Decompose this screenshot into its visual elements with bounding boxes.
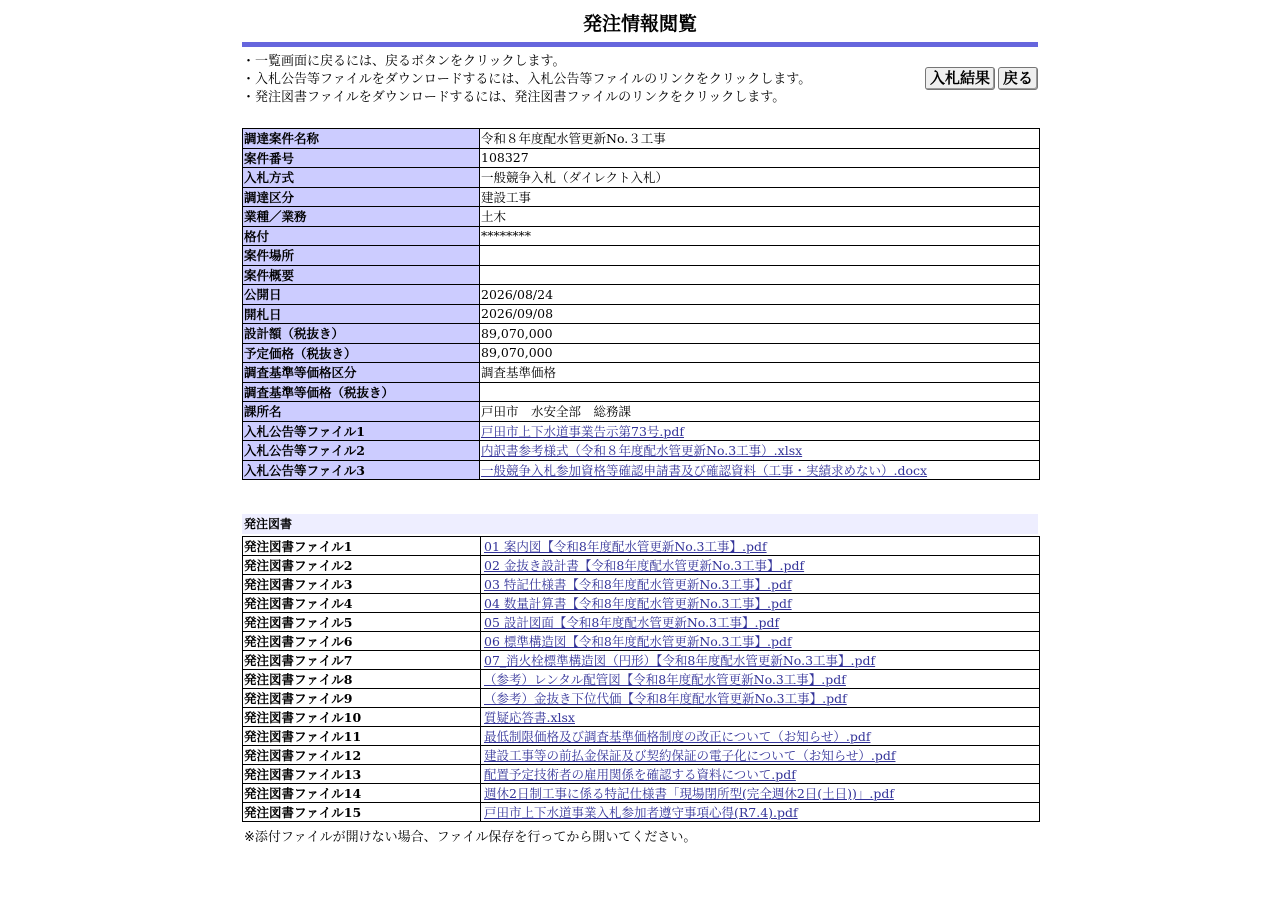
- file-link-cell: [481, 689, 1040, 708]
- order-file-link[interactable]: 05 設計図面【令和8年度配水管更新No.3工事】.pdf: [484, 615, 780, 630]
- info-label: 設計額（税抜き）: [243, 324, 480, 344]
- file-label: 発注図書ファイル10: [243, 708, 481, 727]
- order-file-link[interactable]: 最低制限価格及び調査基準価格制度の改正について（お知らせ）.pdf: [484, 729, 871, 744]
- info-label: 課所名: [243, 402, 480, 422]
- file-row: [243, 594, 1040, 613]
- info-label: 予定価格（税抜き）: [243, 343, 480, 363]
- info-value-cell: [480, 265, 1040, 285]
- file-label: 発注図書ファイル14: [243, 784, 481, 803]
- instruction-line: ・一覧画面に戻るには、戻るボタンをクリックします。: [242, 54, 566, 69]
- file-row: [243, 670, 1040, 689]
- file-link-cell: [481, 556, 1040, 575]
- file-link-cell: [481, 784, 1040, 803]
- info-label: 業種／業務: [243, 207, 480, 227]
- page: [242, 0, 1038, 845]
- file-row: [243, 556, 1040, 575]
- info-value: 2026/09/08: [481, 306, 554, 322]
- info-label: 公開日: [243, 285, 480, 305]
- file-row: [243, 575, 1040, 594]
- info-value-cell: [480, 460, 1040, 480]
- file-link-cell: [481, 727, 1040, 746]
- order-file-link[interactable]: 07_消火栓標準構造図（円形）【令和8年度配水管更新No.3工事】.pdf: [484, 653, 876, 668]
- file-label: 発注図書ファイル13: [243, 765, 481, 784]
- info-label: 入札方式: [243, 168, 480, 188]
- order-file-link[interactable]: 04 数量計算書【令和8年度配水管更新No.3工事】.pdf: [484, 596, 792, 611]
- info-value: 戸田市 水安全部 総務課: [481, 404, 632, 420]
- file-row: [243, 632, 1040, 651]
- file-link-cell: [481, 651, 1040, 670]
- file-link-cell: [481, 613, 1040, 632]
- info-label: 格付: [243, 226, 480, 246]
- file-label: 発注図書ファイル9: [243, 689, 481, 708]
- file-row: [243, 727, 1040, 746]
- file-row: [243, 689, 1040, 708]
- info-row: [243, 343, 1040, 363]
- info-label: 案件番号: [243, 148, 480, 168]
- file-link-cell: [481, 575, 1040, 594]
- info-row: [243, 324, 1040, 344]
- file-label: 発注図書ファイル3: [243, 575, 481, 594]
- info-value-cell: [480, 207, 1040, 227]
- info-value: 89,070,000: [481, 345, 553, 361]
- info-value-cell: [480, 304, 1040, 324]
- file-row: [243, 708, 1040, 727]
- info-value: 土木: [481, 209, 507, 225]
- info-label: 調達案件名称: [243, 129, 480, 149]
- file-link-cell: [481, 708, 1040, 727]
- order-files-table: [242, 536, 1040, 822]
- file-row: [243, 651, 1040, 670]
- file-label: 発注図書ファイル11: [243, 727, 481, 746]
- file-link-cell: [481, 594, 1040, 613]
- files-section-title: 発注図書: [242, 514, 1038, 534]
- page-title: 発注情報閲覧: [582, 13, 697, 35]
- info-label: 調査基準等価格区分: [243, 363, 480, 383]
- order-file-link[interactable]: 06 標準構造図【令和8年度配水管更新No.3工事】.pdf: [484, 634, 792, 649]
- info-label: 入札公告等ファイル2: [243, 441, 480, 461]
- info-label: 調達区分: [243, 187, 480, 207]
- info-row: [243, 460, 1040, 480]
- info-value-cell: [480, 187, 1040, 207]
- info-row: [243, 187, 1040, 207]
- file-label: 発注図書ファイル12: [243, 746, 481, 765]
- info-label: 案件概要: [243, 265, 480, 285]
- order-file-link[interactable]: 週休2日制工事に係る特記仕様書「現場閉所型(完全週休2日(土日))」.pdf: [484, 786, 895, 801]
- order-info-table: [242, 128, 1040, 480]
- info-value: 89,070,000: [481, 325, 553, 341]
- back-button[interactable]: 戻る: [998, 67, 1038, 90]
- file-label: 発注図書ファイル5: [243, 613, 481, 632]
- info-value-cell: [480, 226, 1040, 246]
- instructions: [242, 47, 1038, 113]
- info-value-cell: [480, 168, 1040, 188]
- info-row: [243, 246, 1040, 266]
- file-label: 発注図書ファイル4: [243, 594, 481, 613]
- announcement-file-link[interactable]: 一般競争入札参加資格等確認申請書及び確認資料（工事・実績求めない）.docx: [481, 462, 928, 478]
- info-value-cell: [480, 363, 1040, 383]
- file-row: [243, 537, 1040, 556]
- info-value-cell: [480, 129, 1040, 149]
- file-label: 発注図書ファイル6: [243, 632, 481, 651]
- info-row: [243, 421, 1040, 441]
- info-value-cell: [480, 285, 1040, 305]
- footer-note: ※添付ファイルが開けない場合、ファイル保存を行ってから開いてください。: [244, 830, 697, 845]
- file-label: 発注図書ファイル2: [243, 556, 481, 575]
- file-label: 発注図書ファイル8: [243, 670, 481, 689]
- file-link-cell: [481, 803, 1040, 822]
- info-value: 調査基準価格: [481, 365, 557, 381]
- info-value: 建設工事: [481, 189, 532, 205]
- instruction-line: ・入札公告等ファイルをダウンロードするには、入札公告等ファイルのリンクをクリックします。: [242, 72, 812, 87]
- info-value: 2026/08/24: [481, 286, 554, 302]
- order-file-link[interactable]: 01 案内図【令和8年度配水管更新No.3工事】.pdf: [484, 539, 767, 554]
- file-link-cell: [481, 765, 1040, 784]
- file-row: [243, 746, 1040, 765]
- order-file-link[interactable]: 03 特記仕様書【令和8年度配水管更新No.3工事】.pdf: [484, 577, 792, 592]
- info-label: 案件場所: [243, 246, 480, 266]
- info-label: 入札公告等ファイル3: [243, 460, 480, 480]
- file-row: [243, 765, 1040, 784]
- info-label: 開札日: [243, 304, 480, 324]
- order-file-link[interactable]: 質疑応答書.xlsx: [484, 710, 575, 725]
- info-value-cell: [480, 148, 1040, 168]
- file-row: [243, 613, 1040, 632]
- instruction-line: ・発注図書ファイルをダウンロードするには、発注図書ファイルのリンクをクリックします。: [242, 90, 786, 105]
- info-value: 108327: [481, 150, 529, 166]
- order-file-link[interactable]: 02 金抜き設計書【令和8年度配水管更新No.3工事】.pdf: [484, 558, 805, 573]
- info-row: [243, 129, 1040, 149]
- info-value: 一般競争入札（ダイレクト入札）: [481, 170, 669, 186]
- info-value-cell: [480, 324, 1040, 344]
- info-row: [243, 363, 1040, 383]
- info-value-cell: [480, 421, 1040, 441]
- order-file-link[interactable]: 建設工事等の前払金保証及び契約保証の電子化について（お知らせ）.pdf: [484, 748, 896, 763]
- order-file-link[interactable]: 戸田市上下水道事業入札参加者遵守事項心得(R7.4).pdf: [484, 805, 798, 820]
- info-row: [243, 285, 1040, 305]
- file-link-cell: [481, 670, 1040, 689]
- info-value-cell: [480, 343, 1040, 363]
- info-row: [243, 441, 1040, 461]
- file-link-cell: [481, 537, 1040, 556]
- announcement-file-link[interactable]: 内訳書参考様式（令和８年度配水管更新No.3工事）.xlsx: [481, 443, 803, 459]
- info-row: [243, 382, 1040, 402]
- order-file-link[interactable]: 配置予定技術者の雇用関係を確認する資料について.pdf: [484, 767, 796, 782]
- info-row: [243, 148, 1040, 168]
- file-label: 発注図書ファイル15: [243, 803, 481, 822]
- info-value-cell: [480, 382, 1040, 402]
- action-buttons: [925, 67, 1038, 90]
- file-label: 発注図書ファイル1: [243, 537, 481, 556]
- file-link-cell: [481, 632, 1040, 651]
- info-value: 令和８年度配水管更新No.３工事: [481, 131, 666, 147]
- order-file-link[interactable]: （参考）レンタル配管図【令和8年度配水管更新No.3工事】.pdf: [484, 672, 846, 687]
- info-value: ********: [481, 228, 531, 244]
- file-link-cell: [481, 746, 1040, 765]
- info-row: [243, 402, 1040, 422]
- info-row: [243, 265, 1040, 285]
- file-row: [243, 784, 1040, 803]
- file-label: 発注図書ファイル7: [243, 651, 481, 670]
- info-row: [243, 207, 1040, 227]
- file-row: [243, 803, 1040, 822]
- announcement-file-link[interactable]: 戸田市上下水道事業告示第73号.pdf: [481, 423, 685, 439]
- order-file-link[interactable]: （参考）金抜き下位代価【令和8年度配水管更新No.3工事】.pdf: [484, 691, 847, 706]
- info-row: [243, 168, 1040, 188]
- info-row: [243, 226, 1040, 246]
- info-value-cell: [480, 402, 1040, 422]
- info-label: 調査基準等価格（税抜き）: [243, 382, 480, 402]
- info-value-cell: [480, 246, 1040, 266]
- info-label: 入札公告等ファイル1: [243, 421, 480, 441]
- bid-result-button[interactable]: 入札結果: [925, 67, 995, 90]
- info-row: [243, 304, 1040, 324]
- info-value-cell: [480, 441, 1040, 461]
